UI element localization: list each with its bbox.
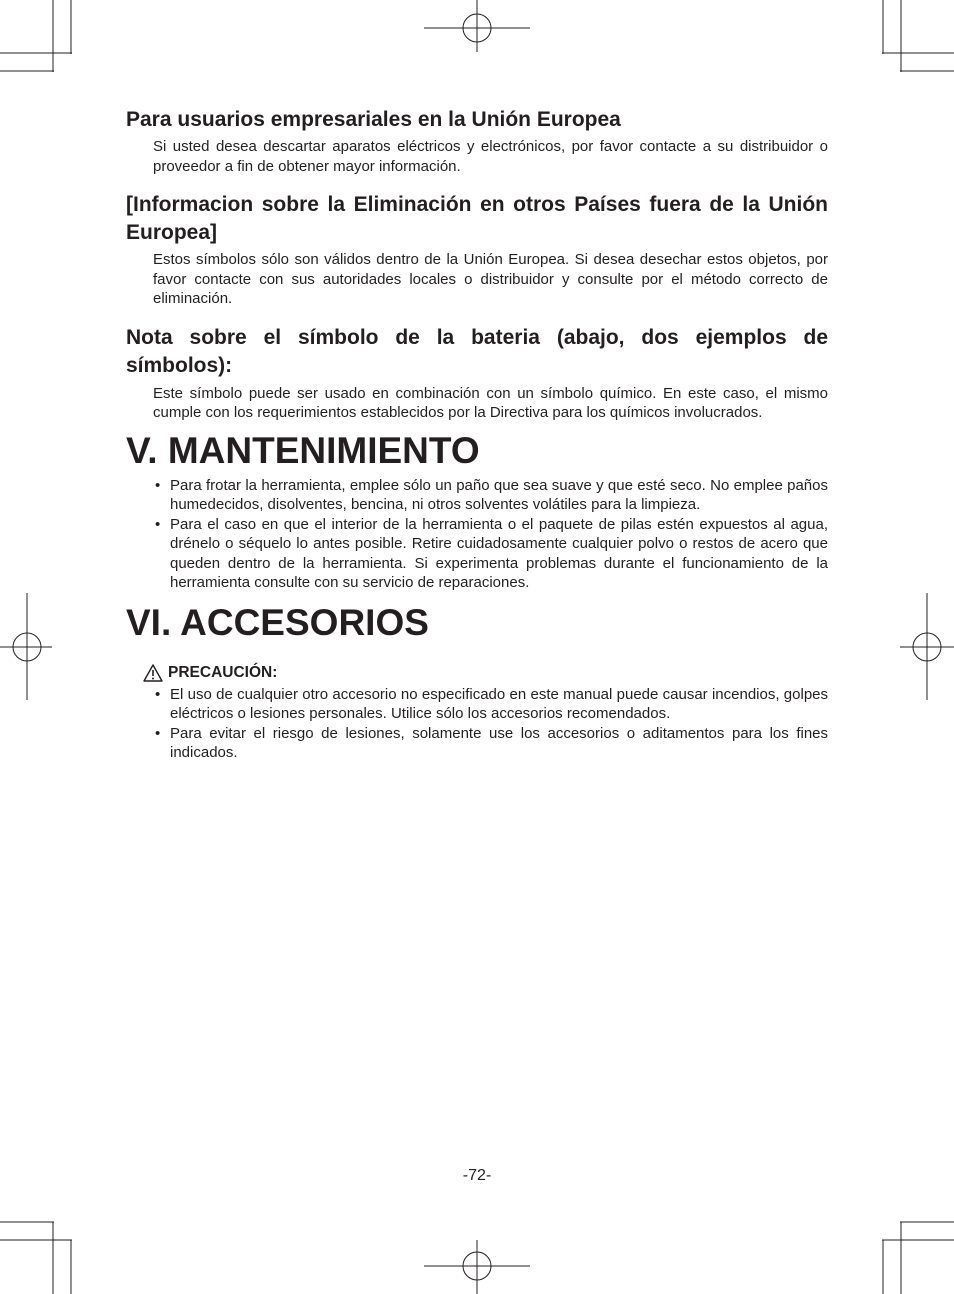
maintenance-list — [126, 476, 828, 593]
page-number: -72- — [462, 1167, 492, 1184]
accessories-title: VI. ACCESORIOS — [126, 601, 429, 643]
bullet: • — [155, 724, 161, 742]
battery-symbol-body: Este símbolo puede ser usado en combinación con un símbolo químico. En este caso, el mismo cumple con los requerimientos establecidos por la Directiva para los químicos involucrados. — [153, 384, 828, 421]
page-content — [126, 106, 828, 763]
list-item — [126, 724, 828, 763]
outside-eu-heading: [Informacion sobre la Eliminación en otros Países fuera de la Unión Europea] — [126, 193, 828, 244]
eu-business-body: Si usted desea descartar aparatos eléctricos y electrónicos, por favor contacte a su distribuidor o proveedor a fin de obtener mayor información. — [153, 138, 828, 175]
bullet: • — [155, 685, 161, 703]
warning-triangle-icon — [143, 664, 163, 682]
accessories-list — [126, 685, 828, 763]
eu-business-heading: Para usuarios empresariales en la Unión Europea — [126, 108, 621, 131]
caution-text: PRECAUCIÓN: — [168, 663, 278, 681]
list-item-text: Para evitar el riesgo de lesiones, solamente use los accesorios o aditamentos para los fines indicados. — [170, 724, 828, 761]
list-item — [126, 515, 828, 593]
list-item-text: Para el caso en que el interior de la herramienta o el paquete de pilas estén expuestos al agua, drénelo o séquelo lo antes posible. Retire cuidadosamente cualquier polvo o restos de acero que queden dentro de la herramienta. Si experimenta problemas durante el funcionamiento de la herramienta consulte con su servicio de reparaciones. — [170, 515, 828, 591]
maintenance-title: V. MANTENIMIENTO — [126, 429, 480, 471]
caution-label — [143, 663, 828, 683]
battery-symbol-heading: Nota sobre el símbolo de la bateria (abajo, dos ejemplos de símbolos): — [126, 325, 828, 377]
list-item-text: Para frotar la herramienta, emplee sólo un paño que sea suave y que esté seco. No emplee paños humedecidos, disolventes, bencina, ni otros solventes volátiles para la limpieza. — [170, 476, 828, 513]
bullet: • — [155, 515, 161, 533]
list-item — [126, 476, 828, 515]
list-item-text: El uso de cualquier otro accesorio no especificado en este manual puede causar incendios, golpes eléctricos o lesiones personales. Utilice sólo los accesorios recomendados. — [170, 685, 828, 722]
outside-eu-body: Estos símbolos sólo son válidos dentro de la Unión Europea. Si desea desechar estos objetos, por favor contacte con sus autoridades locales o distribuidor y consulte por el método correcto de eliminación. — [153, 251, 828, 307]
list-item — [126, 685, 828, 724]
bullet: • — [155, 476, 161, 494]
